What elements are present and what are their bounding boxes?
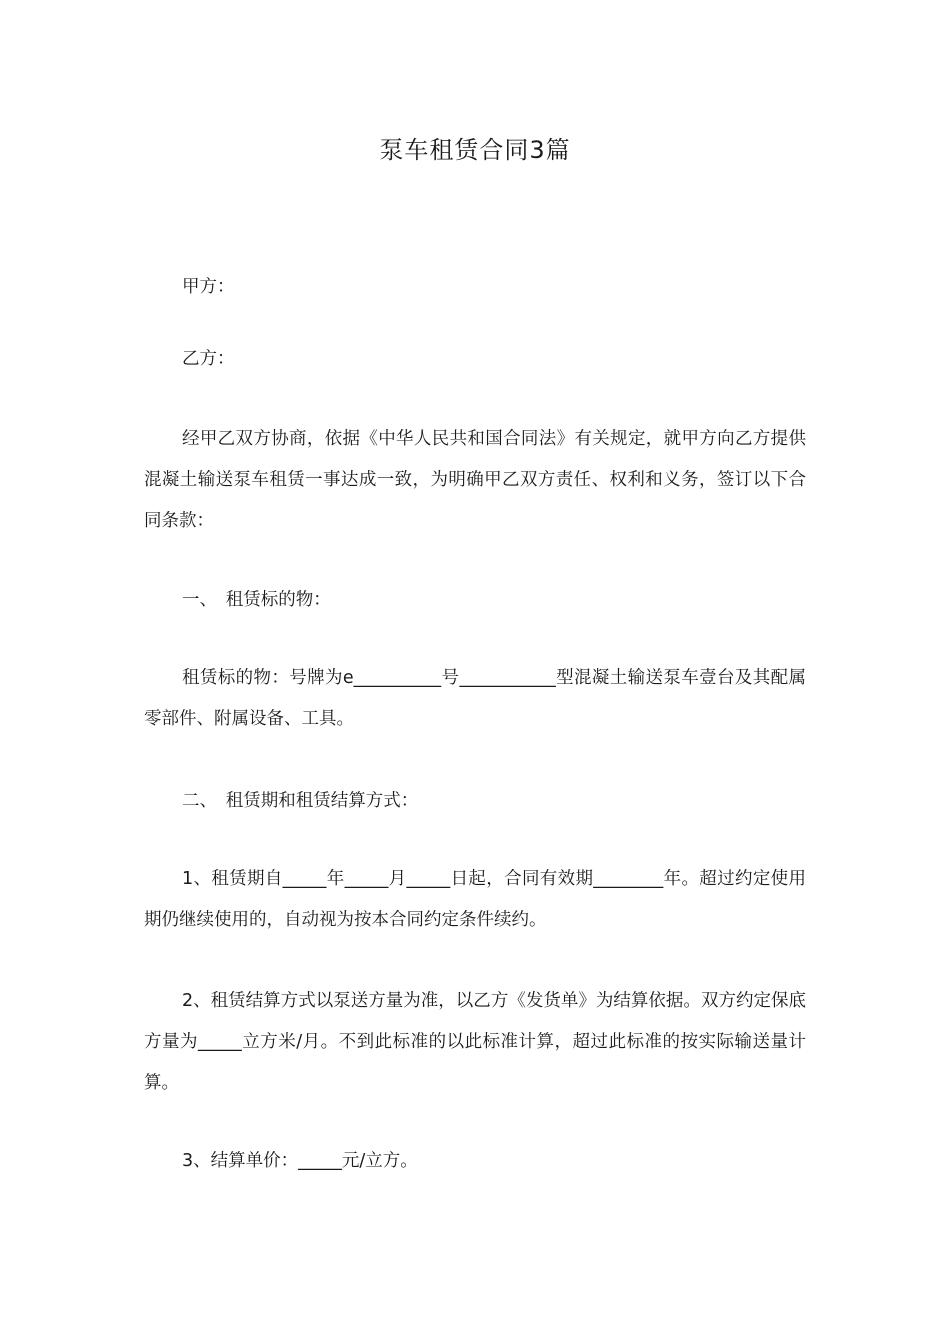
- document-title: 泵车租赁合同3篇: [379, 136, 571, 164]
- clause-lease-object: 租赁标的物：号牌为e__________号___________型混凝土输送泵车壹台及其配属零部件、附属设备、工具。: [144, 668, 806, 729]
- clause-lease-period: 1、租赁期自_____年_____月_____日起，合同有效期________年。超过约定使用期仍继续使用的，自动视为按本合同约定条件续约。: [144, 869, 806, 930]
- section-heading-1: 一、 租赁标的物：: [182, 590, 331, 610]
- preamble-paragraph: 经甲乙双方协商，依据《中华人民共和国合同法》有关规定，就甲方向乙方提供混凝土输送泵车租赁一事达成一致，为明确甲乙双方责任、权利和义务，签订以下合同条款：: [144, 429, 806, 531]
- party-b-line: 乙方：: [182, 349, 235, 369]
- clause-settlement-method: 2、租赁结算方式以泵送方量为准，以乙方《发货单》为结算依据。双方约定保底方量为_____立方米/月。不到此标准的以此标准计算，超过此标准的按实际输送量计算。: [144, 991, 806, 1093]
- clause-unit-price: 3、结算单价：_____元/立方。: [182, 1151, 418, 1171]
- party-a-line: 甲方：: [182, 277, 235, 297]
- section-heading-2: 二、 租赁期和租赁结算方式：: [182, 791, 419, 811]
